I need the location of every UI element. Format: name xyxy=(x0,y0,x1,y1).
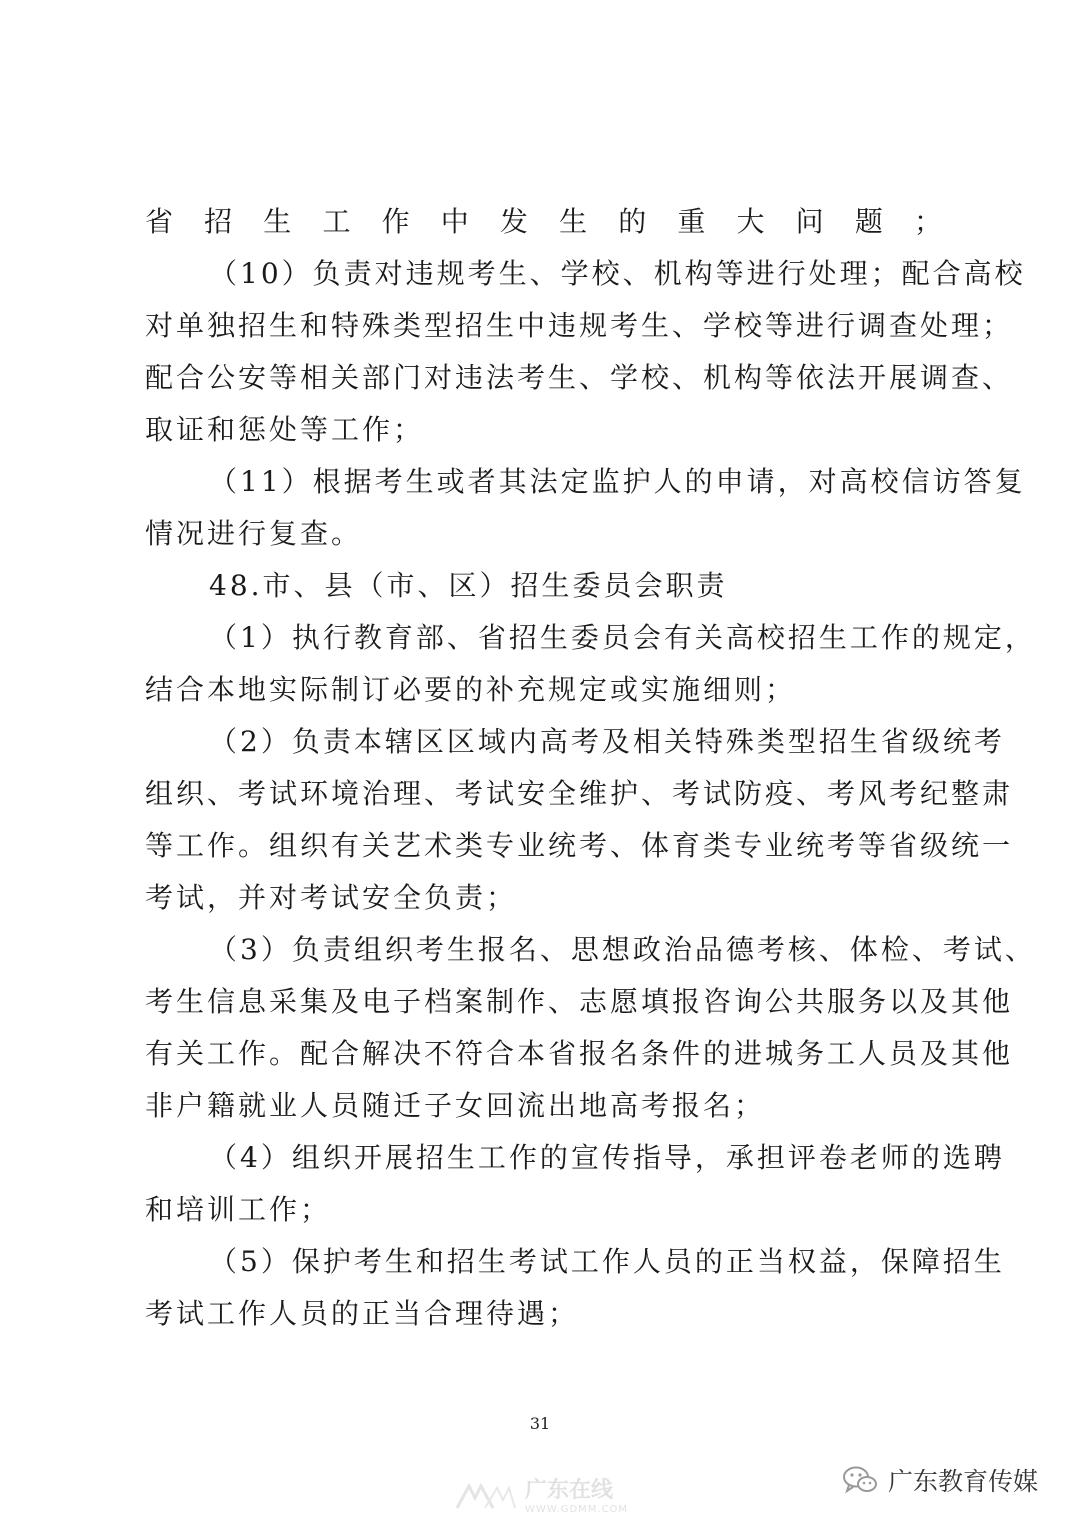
text-line: 取证和惩处等工作； xyxy=(145,413,425,446)
wechat-account-mark xyxy=(842,1462,1038,1498)
text-line: 结合本地实际制订必要的补充规定或实施细则； xyxy=(145,673,797,706)
watermark-text: 广东在线 xyxy=(525,1478,614,1503)
text-line: （1）执行教育部、省招生委员会有关高校招生工作的规定， xyxy=(209,621,1036,654)
text-line: 等工作。组织有关艺术类专业统考、体育类专业统考等省级统一 xyxy=(145,829,1014,862)
wechat-icon xyxy=(842,1465,878,1495)
text-line: 组织、考试环境治理、考试安全维护、考试防疫、考风考纪整肃 xyxy=(145,777,1014,810)
text-line: （3）负责组织考生报名、思想政治品德考核、体检、考试、 xyxy=(209,933,1036,966)
section-heading: 48.市、县（市、区）招生委员会职责 xyxy=(209,569,728,602)
text-line: 对单独招生和特殊类型招生中违规考生、学校等进行调查处理； xyxy=(145,309,1014,342)
text-line: （2）负责本辖区区域内高考及相关特殊类型招生省级统考 xyxy=(209,725,1005,758)
text-line: （5）保护考生和招生考试工作人员的正当权益，保障招生 xyxy=(209,1245,1005,1278)
text-line: 考生信息采集及电子档案制作、志愿填报咨询公共服务以及其他 xyxy=(145,985,1014,1018)
text-line: （11）根据考生或者其法定监护人的申请，对高校信访答复 xyxy=(209,465,1026,498)
text-line: 省招生工作中发生的重大问题； xyxy=(145,205,945,238)
watermark-url: WWW.GDMM.COM xyxy=(525,1504,629,1515)
text-line: 和培训工作； xyxy=(145,1193,332,1226)
text-line: 配合公安等相关部门对违法考生、学校、机构等依法开展调查、 xyxy=(145,361,1014,394)
text-line: （4）组织开展招生工作的宣传指导，承担评卷老师的选聘 xyxy=(209,1141,1005,1174)
document-body xyxy=(145,196,1036,1340)
text-line: 考试，并对考试安全负责； xyxy=(145,881,518,914)
wechat-account-name: 广东教育传媒 xyxy=(888,1467,1039,1496)
site-watermark xyxy=(455,1478,628,1515)
gdmm-logo-icon xyxy=(455,1482,517,1512)
text-line: 非户籍就业人员随迁子女回流出地高考报名； xyxy=(145,1089,766,1122)
text-line: 情况进行复查。 xyxy=(145,517,363,550)
text-line: （10）负责对违规考生、学校、机构等进行处理；配合高校 xyxy=(209,257,1026,290)
text-line: 有关工作。配合解决不符合本省报名条件的进城务工人员及其他 xyxy=(145,1037,1014,1070)
page-number: 31 xyxy=(529,1414,551,1433)
text-line: 考试工作人员的正当合理待遇； xyxy=(145,1297,580,1330)
